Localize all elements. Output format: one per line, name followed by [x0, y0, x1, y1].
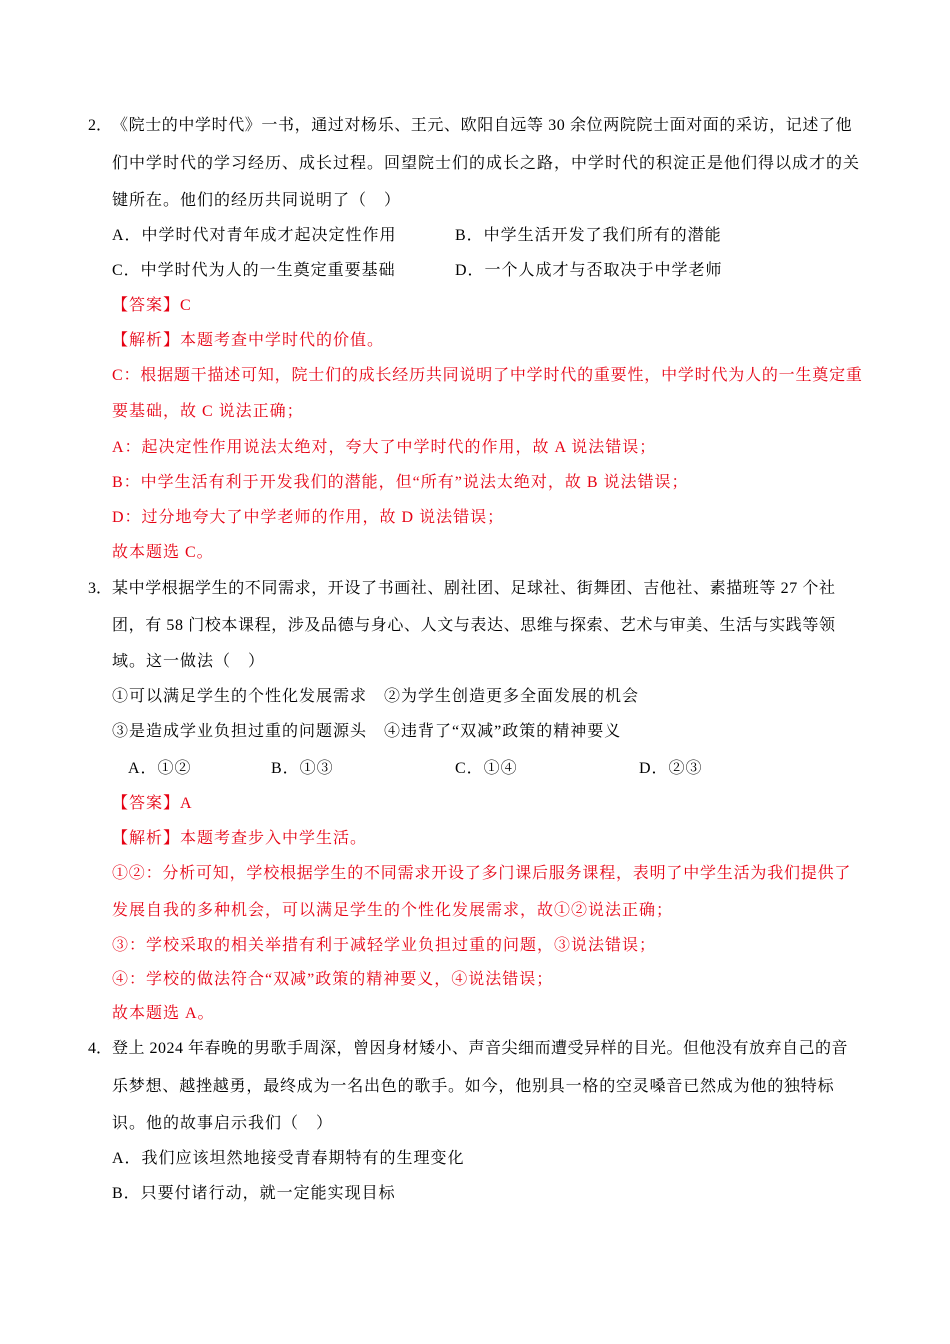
analysis-line: ③：学校采取的相关举措有利于减轻学业负担过重的问题，③说法错误； — [112, 937, 657, 954]
question-stem-line: 们中学时代的学习经历、成长过程。回望院士们的成长之路，中学时代的积淀正是他们得以成才的关 — [112, 155, 861, 172]
question-stem-line: 某中学根据学生的不同需求，开设了书画社、剧社团、足球社、街舞团、吉他社、素描班等 27 个社 — [112, 580, 836, 597]
question-stem-line: 域。这一做法（ ） — [112, 653, 266, 670]
question-number: 3． — [88, 580, 113, 597]
option-a: A．①② — [128, 760, 192, 777]
analysis-line: B：中学生活有利于开发我们的潜能，但“所有”说法太绝对，故 B 说法错误； — [112, 474, 689, 491]
analysis-line: ④：学校的做法符合“双减”政策的精神要义，④说法错误； — [112, 971, 554, 988]
question-number: 2． — [88, 117, 113, 134]
question-stem-line: 登上 2024 年春晚的男歌手周深，曾因身材矮小、声音尖细而遭受异样的目光。但他没有放弃自己的音 — [112, 1040, 849, 1057]
option-c: C．①④ — [455, 760, 518, 777]
analysis-line: A：起决定性作用说法太绝对，夸大了中学时代的作用，故 A 说法错误； — [112, 439, 657, 456]
analysis-line: C：根据题干描述可知，院士们的成长经历共同说明了中学时代的重要性，中学时代为人的一生奠定重 — [112, 367, 863, 384]
question-stem-line: 《院士的中学时代》一书，通过对杨乐、王元、欧阳自远等 30 余位两院院士面对面的采访，记述了他 — [112, 117, 853, 134]
analysis-line: 要基础，故 C 说法正确； — [112, 403, 304, 420]
statement-line: ③是造成学业负担过重的问题源头 ④违背了“双减”政策的精神要义 — [112, 723, 622, 740]
question-stem-line: 乐梦想、越挫越勇，最终成为一名出色的歌手。如今，他别具一格的空灵嗓音已然成为他的独特标 — [112, 1078, 835, 1095]
question-number: 4． — [88, 1040, 113, 1057]
option-a: A．中学时代对青年成才起决定性作用 — [112, 227, 397, 244]
analysis-line: 故本题选 C。 — [112, 544, 214, 561]
option-b: B．只要付诸行动，就一定能实现目标 — [112, 1185, 396, 1202]
question-stem-line: 识。他的故事启示我们（ ） — [112, 1115, 334, 1132]
option-d: D．一个人成才与否取决于中学老师 — [455, 262, 723, 279]
question-stem-line: 团，有 58 门校本课程，涉及品德与身心、人文与表达、思维与探索、艺术与审美、生活与实践等领 — [112, 617, 836, 634]
option-c: C．中学时代为人的一生奠定重要基础 — [112, 262, 396, 279]
analysis-title: 【解析】本题考查步入中学生活。 — [112, 830, 368, 847]
option-a: A．我们应该坦然地接受青春期特有的生理变化 — [112, 1150, 465, 1167]
option-b: B．中学生活开发了我们所有的潜能 — [455, 227, 722, 244]
analysis-line: 故本题选 A。 — [112, 1005, 215, 1022]
analysis-line: 发展自我的多种机会，可以满足学生的个性化发展需求，故①②说法正确； — [112, 902, 674, 919]
analysis-title: 【解析】本题考查中学时代的价值。 — [112, 332, 385, 349]
option-b: B．①③ — [271, 760, 334, 777]
answer: 【答案】A — [112, 795, 193, 812]
option-d: D．②③ — [639, 760, 703, 777]
answer: 【答案】C — [112, 297, 192, 314]
analysis-line: ①②：分析可知，学校根据学生的不同需求开设了多门课后服务课程，表明了中学生活为我们提供了 — [112, 865, 852, 882]
statement-line: ①可以满足学生的个性化发展需求 ②为学生创造更多全面发展的机会 — [112, 688, 640, 705]
analysis-line: D：过分地夸大了中学老师的作用，故 D 说法错误； — [112, 509, 505, 526]
question-stem-line: 键所在。他们的经历共同说明了（ ） — [112, 192, 402, 209]
